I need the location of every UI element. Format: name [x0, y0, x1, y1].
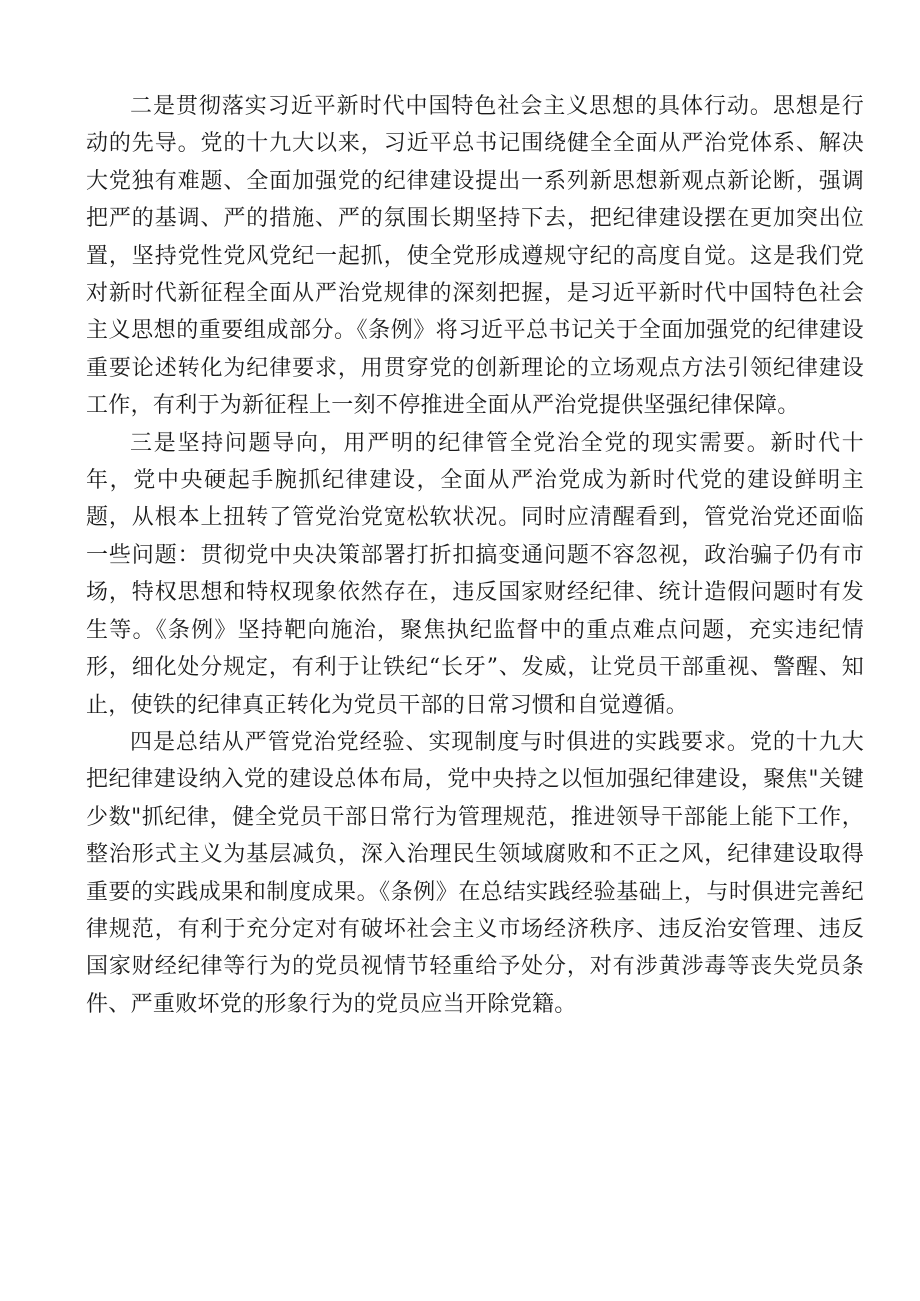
paragraph-4: 四是总结从严管党治党经验、实现制度与时俱进的实践要求。党的十九大把纪律建设纳入党的建设总体布局，党中央持之以恒加强纪律建设，聚焦"关键少数"抓纪律，健全党员干部日常行为管理规范，推进领导干部能上能下工作，整治形式主义为基层减负，深入治理民生领域腐败和不正之风，纪律建设取得重要的实践成果和制度成果。《条例》在总结实践经验基础上，与时俱进完善纪律规范，有利于充分定对有破坏社会主义市场经济秩序、违反治安管理、违反国家财经纪律等行为的党员视情节轻重给予处分，对有涉黄涉毒等丧失党员条件、严重败坏党的形象行为的党员应当开除党籍。	[86, 729, 864, 1017]
paragraph-3: 三是坚持问题导向，用严明的纪律管全党治全党的现实需要。新时代十年，党中央硬起手腕抓纪律建设，全面从严治党成为新时代党的建设鲜明主题，从根本上扭转了管党治党宽松软状况。同时应清醒看到，管党治党还面临一些问题：贯彻党中央决策部署打折扣搞变通问题不容忽视，政治骗子仍有市场，特权思想和特权现象依然存在，违反国家财经纪律、统计造假问题时有发生等。《条例》坚持靶向施治，聚焦执纪监督中的重点难点问题，充实违纪情形，细化处分规定，有利于让铁纪“长牙”、发威，让党员干部重视、警醒、知止，使铁的纪律真正转化为党员干部的日常习惯和自觉遵循。	[86, 430, 864, 718]
document-body	[86, 88, 864, 1023]
paragraph-2: 二是贯彻落实习近平新时代中国特色社会主义思想的具体行动。思想是行动的先导。党的十九大以来，习近平总书记围绕健全全面从严治党体系、解决大党独有难题、全面加强党的纪律建设提出一系列新思想新观点新论断，强调把严的基调、严的措施、严的氛围长期坚持下去，把纪律建设摆在更加突出位置，坚持党性党风党纪一起抓，使全党形成遵规守纪的高度自觉。这是我们党对新时代新征程全面从严治党规律的深刻把握，是习近平新时代中国特色社会主义思想的重要组成部分。《条例》将习近平总书记关于全面加强党的纪律建设重要论述转化为纪律要求，用贯穿党的创新理论的立场观点方法引领纪律建设工作，有利于为新征程上一刻不停推进全面从严治党提供坚强纪律保障。	[86, 94, 864, 419]
